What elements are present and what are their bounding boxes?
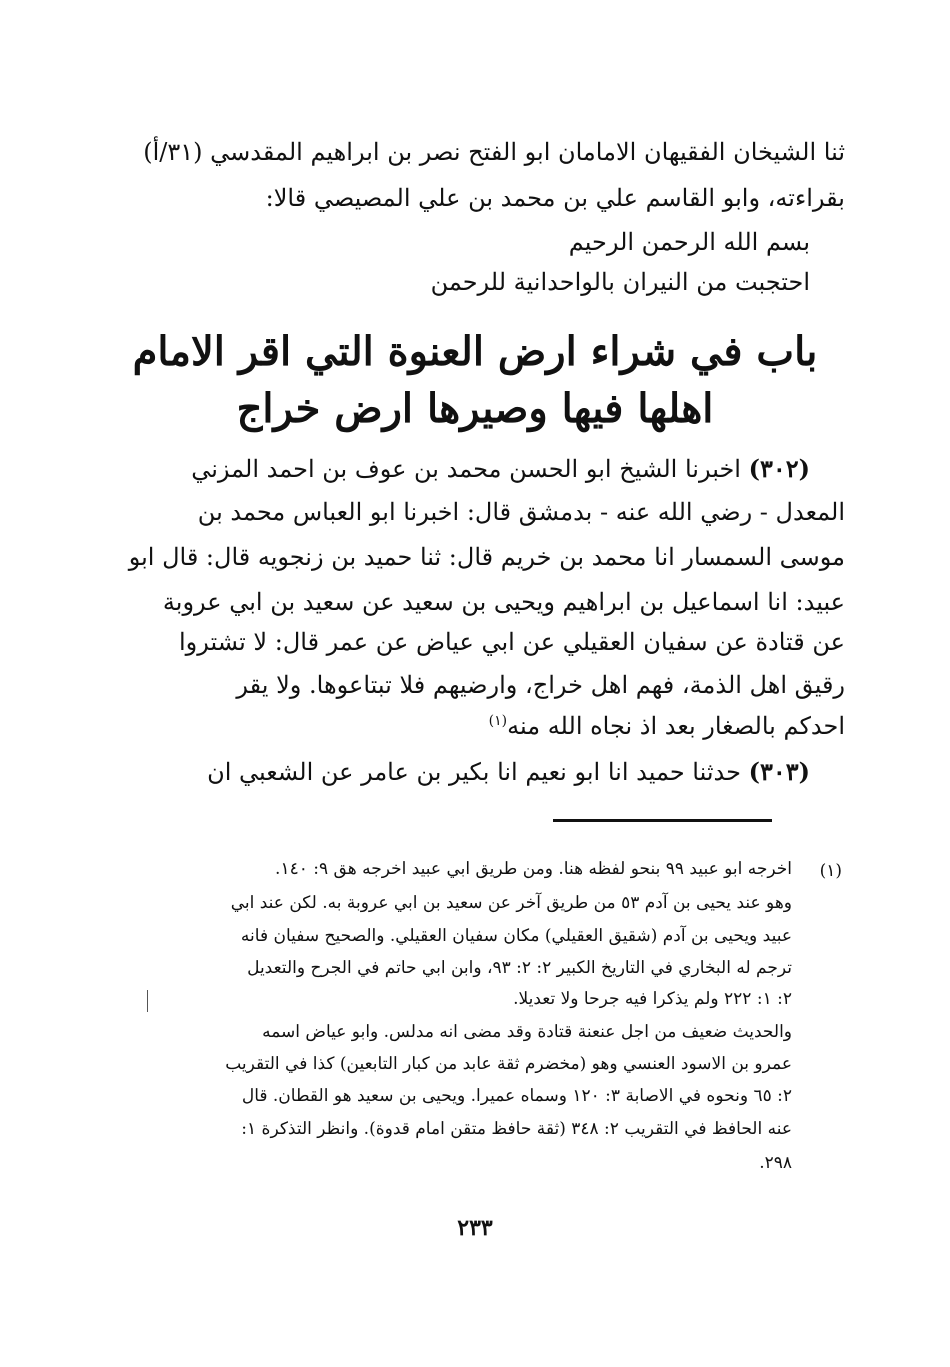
hadith-302-line-2: المعدل - رضي الله عنه - بدمشق قال: اخبرنا ابو العباس محمد بن (197, 498, 845, 526)
hadith-302-line-5: عن قتادة عن سفيان العقيلي عن ابي عياض عن عمر قال: لا تشتروا (178, 628, 845, 656)
footnote-line-2: وهو عند يحيى بن آدم ٥٣ من طريق آخر عن سعيد بن ابي عروبة به. لكن عند ابي (230, 893, 792, 913)
page-number: ٢٣٣ (457, 1215, 493, 1241)
footnote-line-7: عمرو بن الاسود العنسي وهو (مخضرم ثقة عابد من كبار التابعين) كذا في التقريب (225, 1054, 792, 1074)
chapter-heading-line-1: باب في شراء ارض العنوة التي اقر الامام (132, 328, 818, 375)
footnote-line-10: ٢٩٨. (759, 1153, 792, 1173)
hadith-302-line-6: رقيق اهل الذمة، فهم اهل خراج، وارضيهم فلا تبتاعوها. ولا يقر (236, 671, 845, 699)
footnote-line-3: عبيد ويحيى بن آدم (شقيق العقيلي) مكان سفيان العقيلي. والصحيح سفيان فانه (240, 926, 792, 946)
footnote-line-1: اخرجه ابو عبيد ٩٩ بنحو لفظه هنا. ومن طريق ابي عبيد اخرجه هق ٩: ١٤٠. (275, 859, 792, 879)
hadith-303-text-1: حدثنا حميد انا ابو نعيم انا بكير بن عامر عن الشعبي ان (207, 758, 741, 786)
hadith-302-line-7 (489, 714, 845, 738)
basmala-line: بسم الله الرحمن الرحيم (568, 228, 810, 256)
intro-line-2: بقراءته، وابو القاسم علي بن محمد بن علي المصيصي قالا: (265, 184, 845, 212)
footnote-reference: (١) (488, 713, 508, 729)
footnote-line-4: ترجم له البخاري في التاريخ الكبير ٢: ٢: ٩٣، وابن ابي حاتم في الجرح والتعديل (247, 958, 792, 978)
hadith-302-line-1 (191, 454, 810, 483)
hadith-302-line-3: موسى السمسار انا محمد بن خريم قال: ثنا حميد بن زنجويه قال: قال ابو (128, 543, 845, 571)
hadith-302-text-7: احدكم بالصغار بعد اذ نجاه الله منه (507, 712, 845, 740)
footnote-line-6: والحديث ضعيف من اجل عنعنة قتادة وقد مضى انه مدلس. وابو عياض اسمه (262, 1022, 792, 1042)
intro-verse-line: احتجبت من النيران بالواحدانية للرحمن (430, 268, 810, 296)
hadith-303-number: (٣٠٣) (748, 757, 810, 786)
margin-mark (147, 990, 148, 1012)
footnote-line-8: ٢: ٦٥ ونحوه في الاصابة ٣: ١٢٠ وسماه عميرا. ويحيى بن سعيد هو القطان. قال (241, 1086, 792, 1106)
hadith-302-text-1: اخبرنا الشيخ ابو الحسن محمد بن عوف بن احمد المزني (191, 455, 741, 483)
hadith-303-line-1 (207, 757, 810, 786)
footnote-number: (١) (819, 861, 842, 881)
footnote-line-9: عنه الحافظ في التقريب ٢: ٣٤٨ (ثقة حافظ متقن امام قدوة). وانظر التذكرة ١: (241, 1119, 792, 1139)
footnote-separator (553, 819, 772, 822)
hadith-302-line-4: عبيد: انا اسماعيل بن ابراهيم ويحيى بن سعيد عن سعيد بن ابي عروبة (162, 588, 845, 616)
hadith-302-number: (٣٠٢) (748, 454, 810, 483)
footnote-line-5: ٢: ١: ٢٢٢ ولم يذكرا فيه جرحا ولا تعديلا. (513, 989, 792, 1009)
chapter-heading-line-2: اهلها فيها وصيرها ارض خراج (236, 385, 714, 432)
intro-line-1: ثنا الشيخان الفقيهان الامامان ابو الفتح نصر بن ابراهيم المقدسي (٣١/أ) (143, 138, 845, 166)
